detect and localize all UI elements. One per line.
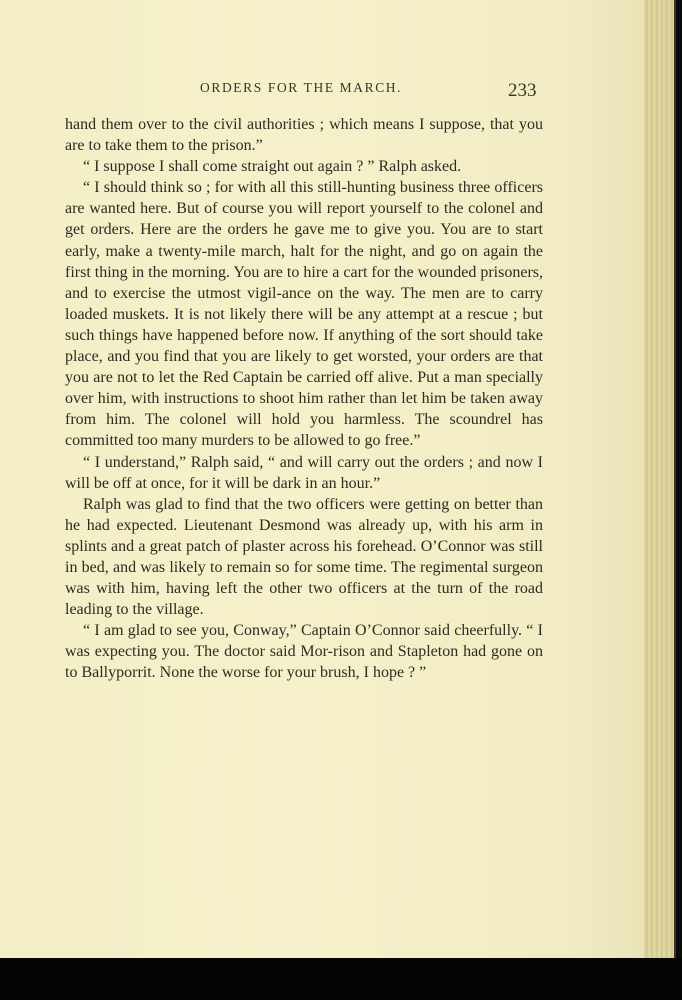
page-edge xyxy=(644,0,676,962)
paragraph: “ I suppose I shall come straight out again ? ” Ralph asked. xyxy=(83,158,462,176)
page-number: 233 xyxy=(508,80,537,101)
paragraph: “ I understand,” Ralph said, “ and will carry out the orders ; and now I will be off at once, for it will be dark in an hour.” xyxy=(65,453,543,492)
paragraph: Ralph was glad to find that the two officers were getting on better than he had expected. Lieutenant Desmond was already up, with his arm in splints and a great patch of plaster across his forehead. O’Connor was still in bed, and was likely to remain so for some time. The regimental surgeon was with him, having left the other two officers at the turn of the road leading to the village. xyxy=(65,495,543,619)
paragraph: “ I am glad to see you, Conway,” Captain O’Connor said cheerfully. “ I was expecting you. The doctor said Mor-rison and Stapleton had gone on to Ballyporrit. None the worse for your brush, I hope ? ” xyxy=(65,622,543,682)
scan-background xyxy=(0,958,682,1000)
paragraph: “ I should think so ; for with all this still-hunting business three officers are wanted here. But of course you will report yourself to the colonel and get orders. Here are the orders he gave me to give you. You are to start early, make a twenty-mile march, halt for the night, and go on again the first thing in the morning. You are to hire a cart for the wounded prisoners, and to exercise the utmost vigil-ance on the way. The men are to carry loaded muskets. It is not likely there will be any attempt at a rescue ; but such things have happened before now. If anything of the sort should take place, and you find that you are likely to get worsted, your orders are that you are not to let the Red Captain be carried off alive. Put a man specially over him, with instructions to shoot him rather than let him be taken away from him. The colonel will hold you harmless. The scoundrel has committed too many murders to be allowed to go free.” xyxy=(65,179,543,450)
page-header xyxy=(0,80,660,102)
body-text xyxy=(65,114,543,684)
running-head: ORDERS FOR THE MARCH. xyxy=(200,80,403,95)
paragraph: hand them over to the civil authorities ; which means I suppose, that you are to take them to the prison.” xyxy=(65,116,543,155)
